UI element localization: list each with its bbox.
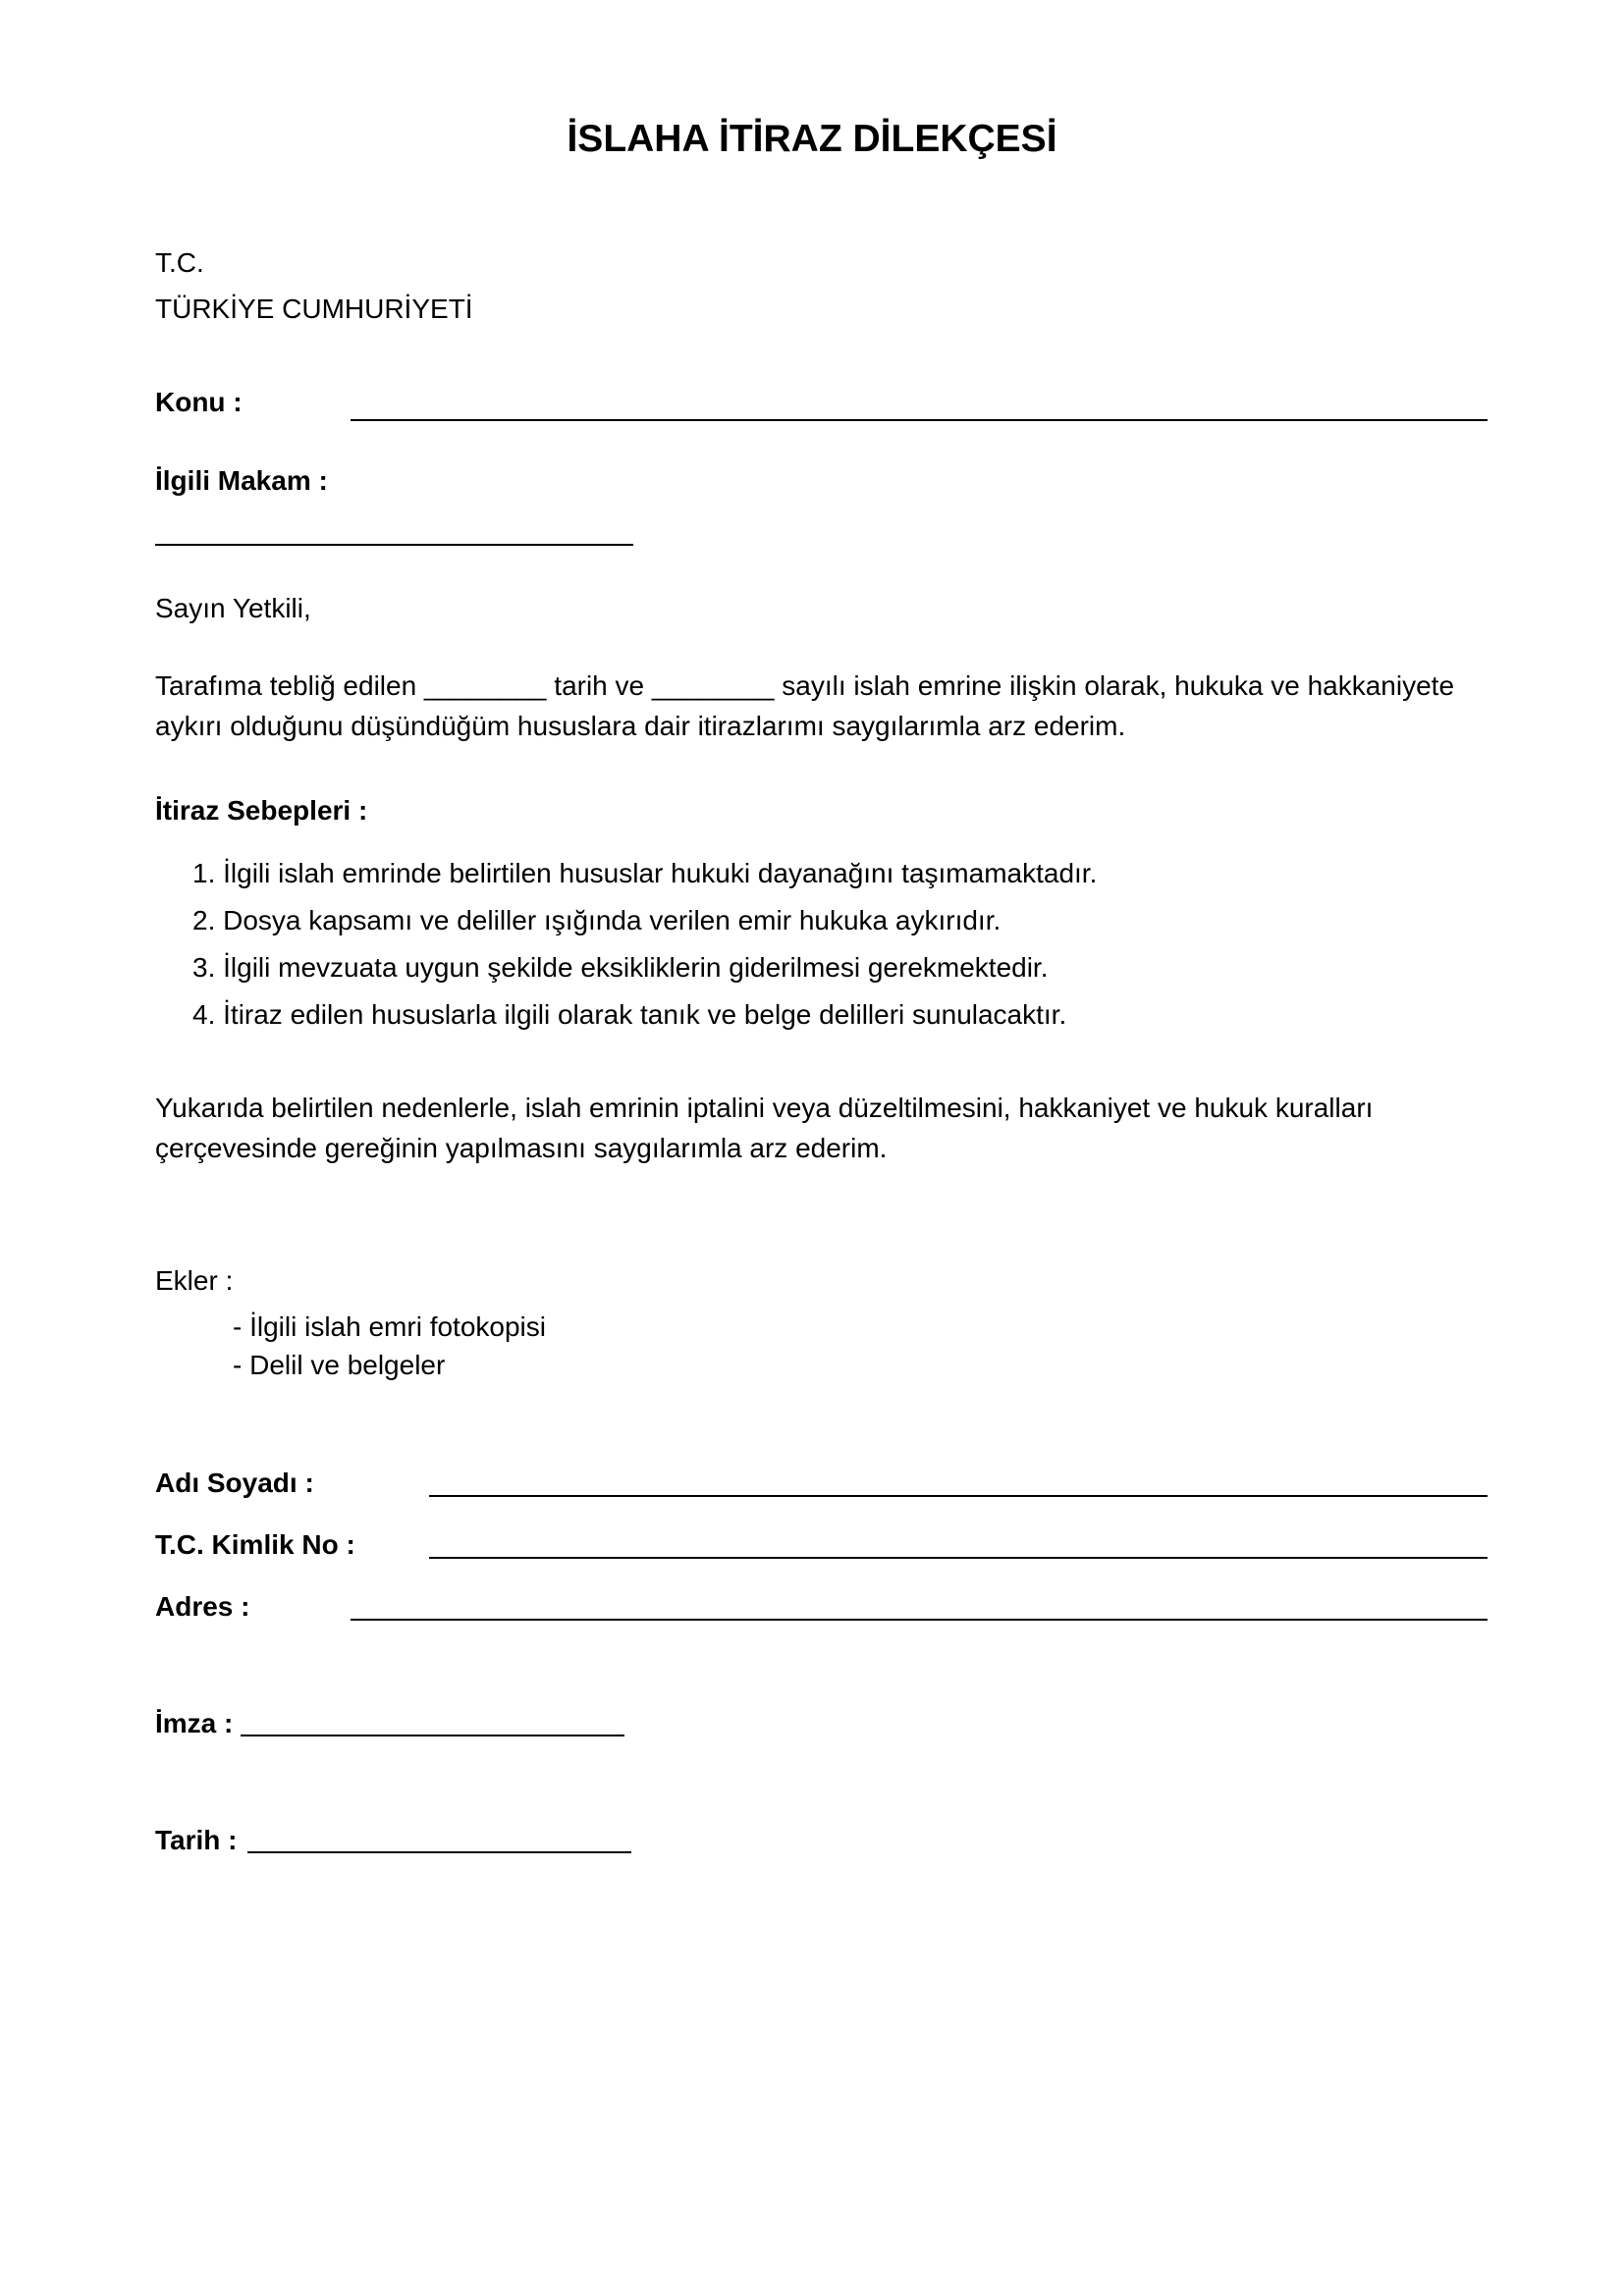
- authority-input-line[interactable]: [155, 544, 633, 546]
- name-input-line[interactable]: [429, 1495, 1488, 1497]
- header-line-tc: T.C.: [155, 247, 204, 278]
- closing-paragraph: Yukarıda belirtilen nedenlerle, islah emrinin iptalini veya düzeltilmesini, hakkaniyet ve hukuk kuralları çerçevesinde gereğinin yapılmasını saygılarımla arz ederim.: [155, 1093, 1374, 1163]
- name-label: Adı Soyadı :: [155, 1468, 314, 1498]
- address-input-line[interactable]: [351, 1619, 1488, 1621]
- date-label: Tarih :: [155, 1825, 238, 1855]
- attachments-label: Ekler :: [155, 1265, 234, 1296]
- salutation: Sayın Yetkili,: [155, 593, 311, 623]
- reasons-heading: İtiraz Sebepleri :: [155, 795, 368, 826]
- attachment-item: - Delil ve belgeler: [233, 1350, 446, 1380]
- reason-item: 2. Dosya kapsamı ve deliller ışığında verilen emir hukuka aykırıdır.: [192, 905, 1001, 935]
- id-number-label: T.C. Kimlik No :: [155, 1529, 355, 1560]
- authority-label: İlgili Makam :: [155, 465, 328, 496]
- signature-label: İmza :: [155, 1708, 234, 1738]
- intro-paragraph: Tarafıma tebliğ edilen ________ tarih ve ________ sayılı islah emrine ilişkin olarak, hukuka ve hakkaniyete aykırı olduğunu düşündüğüm hususlara dair itirazlarımı saygılarımla arz ederim.: [155, 670, 1455, 741]
- reason-item: 4. İtiraz edilen hususlarla ilgili olarak tanık ve belge delilleri sunulacaktır.: [192, 999, 1067, 1030]
- reasons-list: [192, 850, 1097, 1039]
- attachment-item: - İlgili islah emri fotokopisi: [233, 1311, 546, 1342]
- id-number-input-line[interactable]: [429, 1557, 1488, 1559]
- document-title: İSLAHA İTİRAZ DİLEKÇESİ: [567, 118, 1057, 160]
- header-line-republic: TÜRKİYE CUMHURİYETİ: [155, 294, 473, 324]
- address-label: Adres :: [155, 1591, 250, 1622]
- date-input-line[interactable]: [247, 1851, 631, 1853]
- reason-item: 1. İlgili islah emrinde belirtilen hususlar hukuki dayanağını taşımamaktadır.: [192, 858, 1098, 888]
- reason-item: 3. İlgili mevzuata uygun şekilde eksikliklerin giderilmesi gerekmektedir.: [192, 952, 1049, 983]
- subject-label: Konu :: [155, 387, 243, 417]
- signature-input-line[interactable]: [241, 1735, 624, 1736]
- subject-input-line[interactable]: [351, 419, 1488, 421]
